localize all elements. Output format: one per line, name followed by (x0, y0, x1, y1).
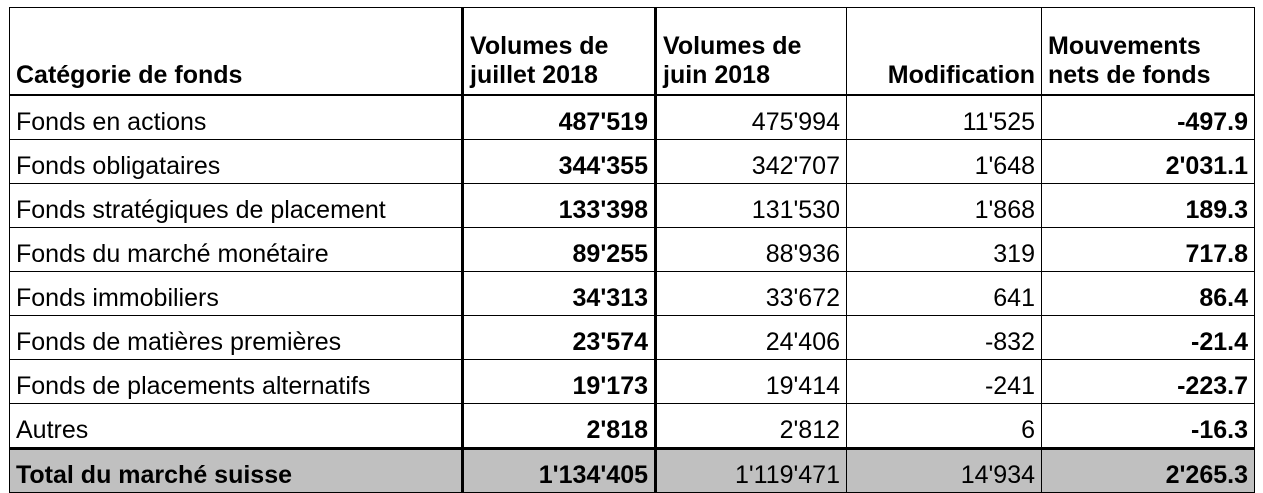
header-flows-line1: Mouvements (1048, 32, 1201, 60)
fund-volumes-table (9, 7, 1255, 493)
row-category: Fonds de matières premières (10, 316, 463, 360)
header-july-line1: Volumes de (470, 32, 609, 60)
row-july-volume: 89'255 (463, 228, 656, 272)
row-june-volume: 342'707 (656, 140, 847, 184)
row-july-volume: 487'519 (463, 95, 656, 140)
row-june-volume: 33'672 (656, 272, 847, 316)
row-category: Fonds du marché monétaire (10, 228, 463, 272)
row-modification: -832 (847, 316, 1042, 360)
header-category-label: Catégorie de fonds (16, 61, 243, 89)
table-row (10, 140, 1255, 184)
row-category: Autres (10, 404, 463, 449)
row-modification: 11'525 (847, 95, 1042, 140)
header-june-volumes (656, 8, 847, 96)
header-july-line2: juillet 2018 (470, 61, 598, 89)
row-modification: -241 (847, 360, 1042, 404)
row-net-flows: -223.7 (1042, 360, 1255, 404)
table-row (10, 272, 1255, 316)
row-net-flows: 717.8 (1042, 228, 1255, 272)
table-row (10, 316, 1255, 360)
row-june-volume: 475'994 (656, 95, 847, 140)
header-july-volumes (463, 8, 656, 96)
header-modification-label: Modification (887, 61, 1035, 89)
row-modification: 1'868 (847, 184, 1042, 228)
header-row (10, 8, 1255, 96)
row-category: Fonds en actions (10, 95, 463, 140)
header-category (10, 8, 463, 96)
row-june-volume: 88'936 (656, 228, 847, 272)
row-june-volume: 24'406 (656, 316, 847, 360)
table-row (10, 404, 1255, 449)
total-july-volume: 1'134'405 (463, 449, 656, 493)
header-flows-line2: nets de fonds (1048, 61, 1211, 89)
header-modification (847, 8, 1042, 96)
row-june-volume: 19'414 (656, 360, 847, 404)
row-category: Fonds de placements alternatifs (10, 360, 463, 404)
table-row (10, 184, 1255, 228)
row-net-flows: -16.3 (1042, 404, 1255, 449)
header-june-line1: Volumes de (663, 32, 802, 60)
row-net-flows: 189.3 (1042, 184, 1255, 228)
row-july-volume: 34'313 (463, 272, 656, 316)
row-category: Fonds immobiliers (10, 272, 463, 316)
row-july-volume: 344'355 (463, 140, 656, 184)
total-modification: 14'934 (847, 449, 1042, 493)
row-june-volume: 2'812 (656, 404, 847, 449)
row-modification: 641 (847, 272, 1042, 316)
row-net-flows: 86.4 (1042, 272, 1255, 316)
total-net-flows: 2'265.3 (1042, 449, 1255, 493)
table-row (10, 228, 1255, 272)
row-modification: 1'648 (847, 140, 1042, 184)
header-net-flows (1042, 8, 1255, 96)
header-june-line2: juin 2018 (663, 61, 770, 89)
row-july-volume: 19'173 (463, 360, 656, 404)
row-modification: 6 (847, 404, 1042, 449)
row-july-volume: 2'818 (463, 404, 656, 449)
total-row (10, 449, 1255, 493)
row-june-volume: 131'530 (656, 184, 847, 228)
total-june-volume: 1'119'471 (656, 449, 847, 493)
row-july-volume: 23'574 (463, 316, 656, 360)
row-category: Fonds stratégiques de placement (10, 184, 463, 228)
row-net-flows: -497.9 (1042, 95, 1255, 140)
row-net-flows: 2'031.1 (1042, 140, 1255, 184)
row-category: Fonds obligataires (10, 140, 463, 184)
total-category: Total du marché suisse (10, 449, 463, 493)
table-row (10, 360, 1255, 404)
row-modification: 319 (847, 228, 1042, 272)
row-july-volume: 133'398 (463, 184, 656, 228)
row-net-flows: -21.4 (1042, 316, 1255, 360)
table-row (10, 95, 1255, 140)
